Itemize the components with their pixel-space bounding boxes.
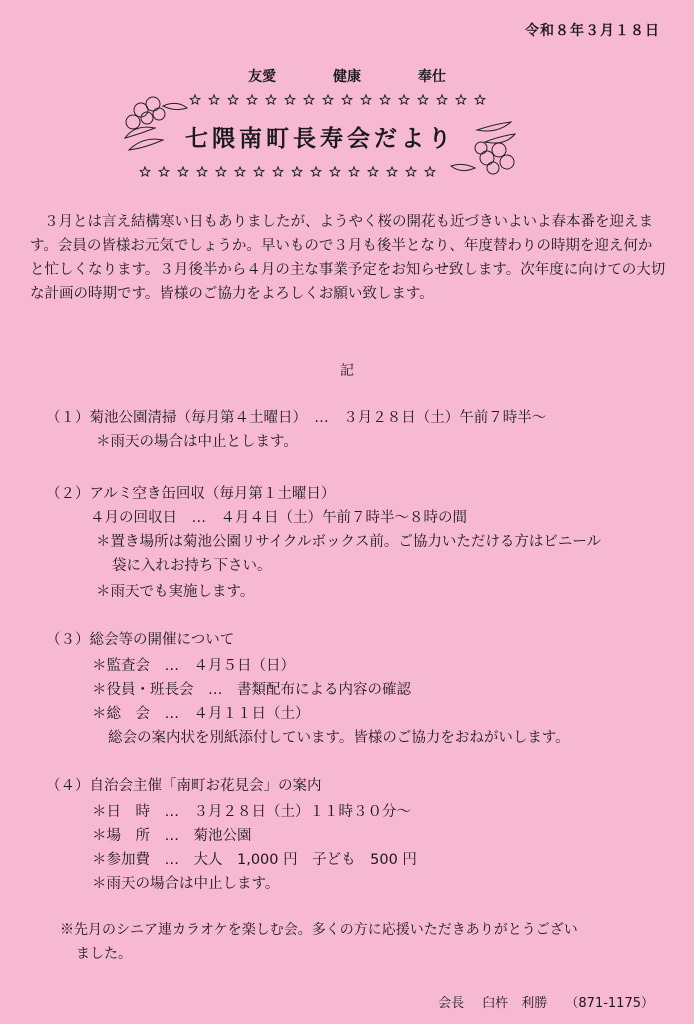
item-4-heading: （４）自治会主催「南町お花見会」の案内 (46, 778, 322, 794)
star-border-icon (456, 95, 466, 104)
item-4-line: ＊雨天の場合は中止します。 (92, 876, 280, 892)
item-2-note: ＊置き場所は菊池公園リサイクルボックス前。ご協力いただける方はビニール (96, 534, 602, 550)
intro-paragraph: ３月とは言え結構寒い日もありましたが、ようやく桜の開花も近づきいよいよ春本番を迎えます。会員の皆様お元気でしょうか。早いもので３月も後半となり、年度替わりの時期を迎え何かと忙しくなります。３月後半から４月の主な事業予定をお知らせ致します。次年度に向けての大切な計画の時期です。皆様のご協力をよろしくお願い致します。 (30, 214, 666, 302)
item-1-heading: （１）菊池公園清掃（毎月第４土曜日） … ３月２８日（土）午前７時半～ (46, 410, 547, 426)
star-border-icon (254, 167, 264, 176)
signature (424, 992, 654, 1011)
star-border-icon (425, 167, 435, 176)
item-3-line: ＊監査会 … ４月５日（日） (92, 658, 295, 674)
item-3-line: 総会の案内状を別紙添付しています。皆様のご協力をおねがいします。 (108, 730, 570, 746)
star-border-icon (247, 95, 257, 104)
star-border-icon (349, 167, 359, 176)
star-border-icon (190, 95, 200, 104)
star-border-icon (368, 167, 378, 176)
star-border-icon (342, 95, 352, 104)
star-border-icon (475, 95, 485, 104)
item-4-line: ＊日 時 … ３月２８日（土）１１時３０分～ (92, 804, 411, 820)
star-border-icon (437, 95, 447, 104)
footnote-line: ました。 (76, 946, 132, 962)
newsletter-title: 七隈南町長寿会だより (185, 125, 455, 152)
motto-word: 健康 (333, 69, 361, 85)
item-4-line: ＊場 所 … 菊池公園 (92, 828, 252, 844)
signature-role: 会長 (438, 996, 465, 1011)
star-border-icon (209, 95, 219, 104)
star-border-icon (292, 167, 302, 176)
star-border-icon (406, 167, 416, 176)
signature-name: 臼杵 利勝 (482, 996, 548, 1011)
motto-word: 奉仕 (417, 69, 446, 85)
document-date: 令和８年３月１８日 (525, 23, 660, 39)
star-border-icon (159, 167, 169, 176)
star-border-icon (323, 95, 333, 104)
star-border-icon (285, 95, 295, 104)
item-2-note: ＊雨天でも実施します。 (96, 584, 255, 600)
star-border-icon (273, 167, 283, 176)
item-3-line: ＊役員・班長会 … 書類配布による内容の確認 (92, 682, 411, 698)
item-2-subline: ４月の回収日 … ４月４日（土）午前７時半～８時の間 (90, 510, 467, 526)
star-border-icon (311, 167, 321, 176)
signature-phone: （871-1175） (565, 996, 654, 1011)
star-border-icon (399, 95, 409, 104)
star-border-icon (178, 167, 188, 176)
item-3-line: ＊総 会 … ４月１１日（土） (92, 706, 310, 722)
star-border-icon (140, 167, 150, 176)
star-border-icon (418, 95, 428, 104)
star-border-icon (387, 167, 397, 176)
star-border-icon (304, 95, 314, 104)
item-2-heading: （２）アルミ空き缶回収（毎月第１土曜日） (46, 486, 336, 502)
item-2-note-cont: 袋に入れお持ち下さい。 (112, 558, 272, 574)
footnote-line: ※先月のシニア連カラオケを楽しむ会。多くの方に応援いただきありがとうござい (60, 922, 578, 938)
motto (0, 66, 694, 86)
item-1-note: ＊雨天の場合は中止とします。 (96, 434, 298, 450)
item-4-line: ＊参加費 … 大人 1,000 円 子ども 500 円 (92, 852, 417, 868)
footnote (60, 918, 670, 966)
motto-word: 友愛 (248, 69, 277, 85)
item-3-heading: （３）総会等の開催について (46, 632, 235, 648)
star-border-icon (216, 167, 226, 176)
star-border-icon (197, 167, 207, 176)
star-border-icon (235, 167, 245, 176)
star-border-icon (266, 95, 276, 104)
star-border-icon (228, 95, 238, 104)
star-border-icon (380, 95, 390, 104)
ki-heading: 記 (340, 363, 354, 379)
star-border-icon (330, 167, 340, 176)
star-border-icon (361, 95, 371, 104)
